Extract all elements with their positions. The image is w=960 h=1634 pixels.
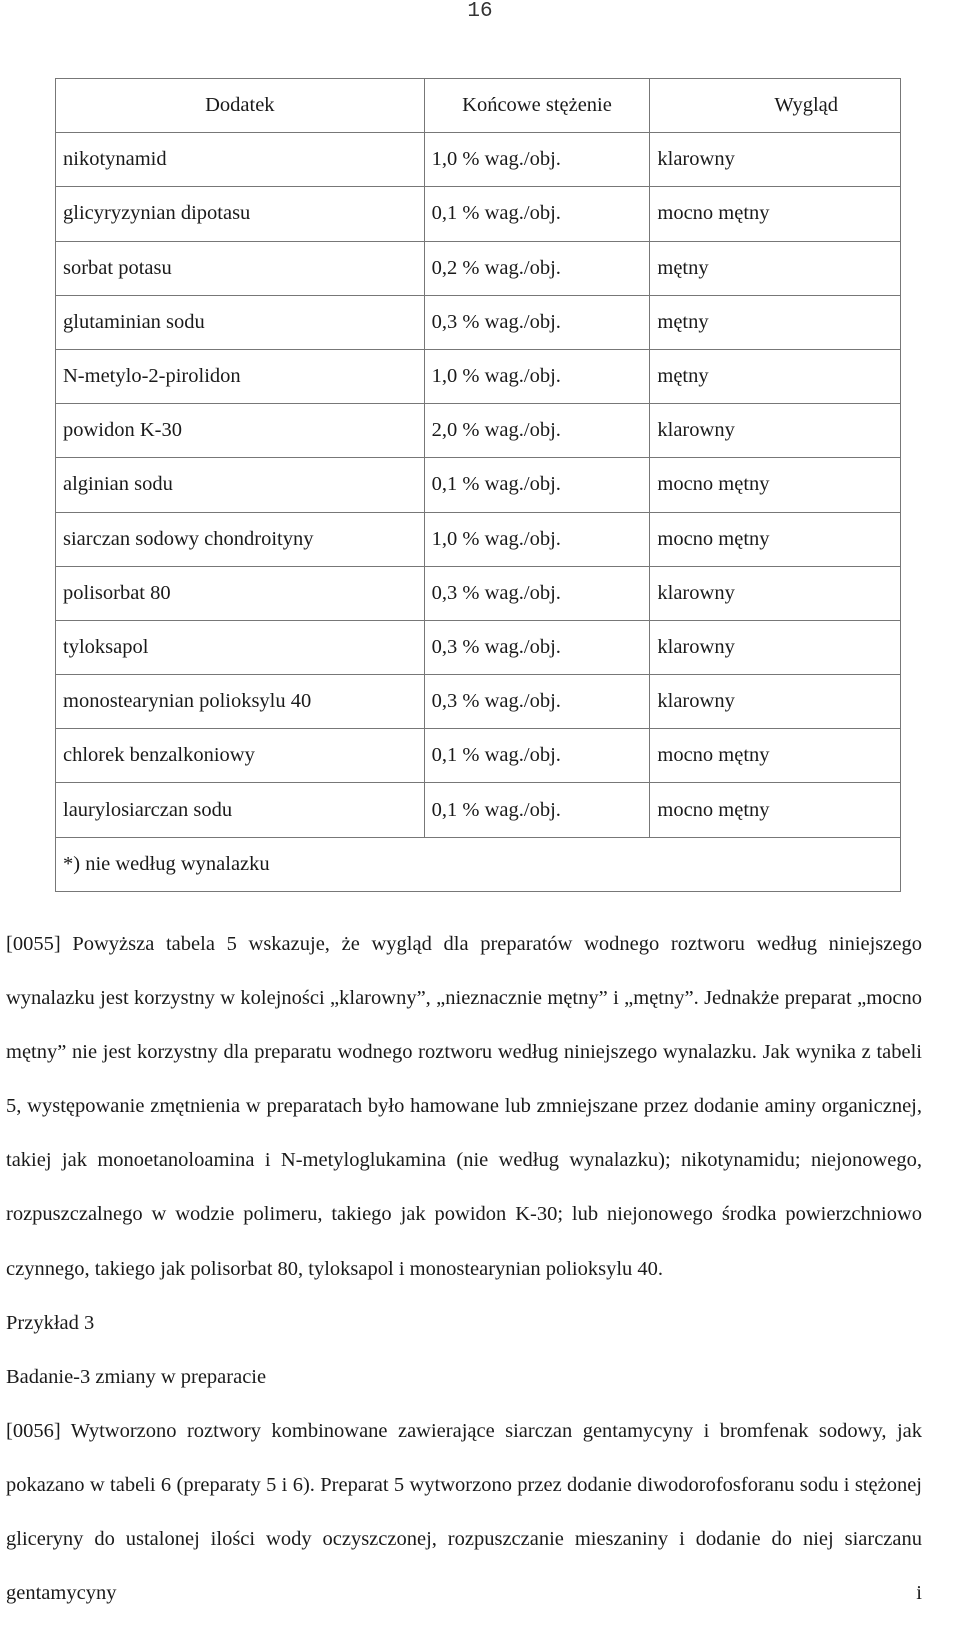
- cell-concentration: 1,0 % wag./obj.: [424, 349, 650, 403]
- table-footnote-row: [56, 837, 901, 891]
- table-row: [56, 241, 901, 295]
- header-appearance: Wygląd: [650, 79, 901, 133]
- table-row: [56, 133, 901, 187]
- table-header-row: [56, 79, 901, 133]
- cell-concentration: 0,2 % wag./obj.: [424, 241, 650, 295]
- cell-appearance: klarowny: [650, 566, 901, 620]
- cell-appearance: mocno mętny: [650, 187, 901, 241]
- cell-concentration: 0,3 % wag./obj.: [424, 675, 650, 729]
- cell-concentration: 1,0 % wag./obj.: [424, 133, 650, 187]
- table-row: [56, 675, 901, 729]
- cell-additive: laurylosiarczan sodu: [56, 783, 425, 837]
- cell-appearance: mętny: [650, 295, 901, 349]
- table-row: [56, 187, 901, 241]
- study-heading: Badanie-3 zmiany w preparacie: [6, 1365, 267, 1388]
- cell-concentration: 1,0 % wag./obj.: [424, 512, 650, 566]
- table-row: [56, 349, 901, 403]
- table-row: [56, 566, 901, 620]
- table-row: [56, 404, 901, 458]
- cell-concentration: 0,1 % wag./obj.: [424, 729, 650, 783]
- cell-additive: alginian sodu: [56, 458, 425, 512]
- cell-additive: tyloksapol: [56, 620, 425, 674]
- header-final-concentration: Końcowe stężenie: [424, 79, 650, 133]
- cell-additive: polisorbat 80: [56, 566, 425, 620]
- cell-additive: powidon K-30: [56, 404, 425, 458]
- table-footnote: *) nie według wynalazku: [56, 837, 901, 891]
- cell-concentration: 0,3 % wag./obj.: [424, 295, 650, 349]
- cell-appearance: mocno mętny: [650, 783, 901, 837]
- table-row: [56, 620, 901, 674]
- table-row: [56, 458, 901, 512]
- cell-additive: glutaminian sodu: [56, 295, 425, 349]
- cell-appearance: mocno mętny: [650, 512, 901, 566]
- cell-additive: nikotynamid: [56, 133, 425, 187]
- cell-additive: monostearynian polioksylu 40: [56, 675, 425, 729]
- cell-appearance: klarowny: [650, 620, 901, 674]
- example-heading: Przykład 3: [6, 1311, 95, 1334]
- paragraph-0055: [0055] Powyższa tabela 5 wskazuje, że wygląd dla preparatów wodnego roztworu według niniejszego wynalazku jest korzystny w kolejności „klarowny”, „nieznacznie mętny” i „mętny”. Jednakże preparat „mocno mętny” nie jest korzystny dla preparatu wodnego roztworu według niniejszego wynalazku. Jak wynika z tabeli 5, występowanie zmętnienia w preparatach było hamowane lub zmniejszane przez dodanie aminy organicznej, takiej jak monoetanoloamina i N-metyloglukamina (nie według wynalazku); nikotynamidu; niejonowego, rozpuszczalnego w wodzie polimeru, takiego jak powidon K-30; lub niejonowego środka powierzchniowo czynnego, takiego jak polisorbat 80, tyloksapol i monostearynian polioksylu 40.: [6, 933, 922, 1280]
- header-additive: Dodatek: [56, 79, 425, 133]
- cell-concentration: 0,3 % wag./obj.: [424, 620, 650, 674]
- cell-additive: sorbat potasu: [56, 241, 425, 295]
- cell-concentration: 0,1 % wag./obj.: [424, 458, 650, 512]
- table-row: [56, 512, 901, 566]
- cell-appearance: mętny: [650, 349, 901, 403]
- cell-appearance: klarowny: [650, 675, 901, 729]
- paragraph-0055-block: [6, 917, 922, 1620]
- table-row: [56, 783, 901, 837]
- cell-additive: glicyryzynian dipotasu: [56, 187, 425, 241]
- cell-concentration: 0,3 % wag./obj.: [424, 566, 650, 620]
- cell-appearance: klarowny: [650, 404, 901, 458]
- cell-additive: N-metylo-2-pirolidon: [56, 349, 425, 403]
- cell-appearance: mocno mętny: [650, 729, 901, 783]
- cell-appearance: klarowny: [650, 133, 901, 187]
- page-number: 16: [467, 0, 493, 23]
- table-row: [56, 729, 901, 783]
- table-row: [56, 295, 901, 349]
- cell-concentration: 2,0 % wag./obj.: [424, 404, 650, 458]
- cell-concentration: 0,1 % wag./obj.: [424, 187, 650, 241]
- cell-additive: siarczan sodowy chondroityny: [56, 512, 425, 566]
- cell-concentration: 0,1 % wag./obj.: [424, 783, 650, 837]
- cell-additive: chlorek benzalkoniowy: [56, 729, 425, 783]
- additives-table: [55, 78, 901, 892]
- paragraph-0056: [0056] Wytworzono roztwory kombinowane zawierające siarczan gentamycyny i bromfenak sodowy, jak pokazano w tabeli 6 (preparaty 5 i 6). Preparat 5 wytworzono przez dodanie diwodorofosforanu sodu i stężonej gliceryny do ustalonej ilości wody oczyszczonej, rozpuszczanie mieszaniny i dodanie do niej siarczanu gentamycyny i: [6, 1419, 922, 1605]
- cell-appearance: mocno mętny: [650, 458, 901, 512]
- cell-appearance: mętny: [650, 241, 901, 295]
